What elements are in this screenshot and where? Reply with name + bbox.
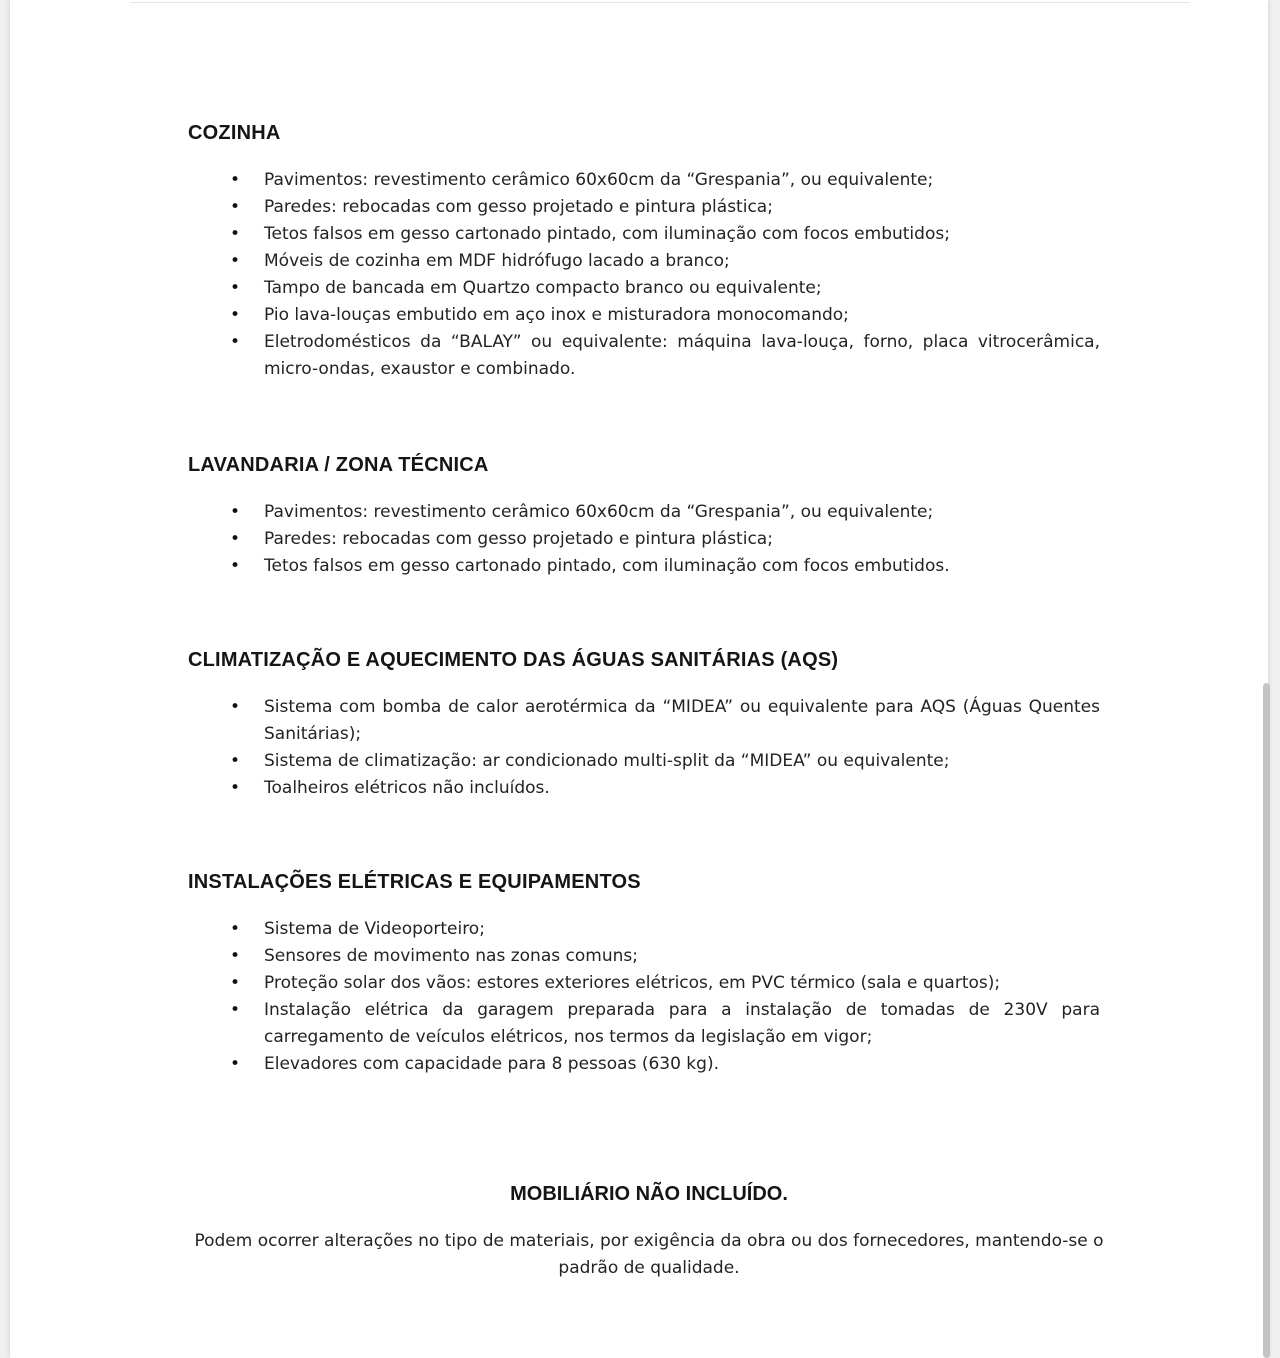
list-item-text: Pio lava-louças embutido em aço inox e misturadora monocomando; <box>264 305 849 325</box>
section-title: COZINHA <box>188 122 281 144</box>
bullet-icon: • <box>230 502 241 522</box>
bullet-icon: • <box>230 556 241 576</box>
list-item-text: Paredes: rebocadas com gesso projetado e pintura plástica; <box>264 197 773 217</box>
list-item <box>188 526 1100 553</box>
bullet-icon: • <box>230 197 241 217</box>
list-item-text: Paredes: rebocadas com gesso projetado e pintura plástica; <box>264 529 773 549</box>
document-page <box>10 0 1268 1358</box>
section-cozinha <box>188 119 1100 383</box>
list-item-text: Pavimentos: revestimento cerâmico 60x60cm da “Grespania”, ou equivalente; <box>264 502 934 522</box>
section-title: LAVANDARIA / ZONA TÉCNICA <box>188 454 489 476</box>
list-item <box>188 694 1100 748</box>
section-title: CLIMATIZAÇÃO E AQUECIMENTO DAS ÁGUAS SANITÁRIAS (AQS) <box>188 649 839 671</box>
list-item-text: Sistema de climatização: ar condicionado multi-split da “MIDEA” ou equivalente; <box>264 751 950 771</box>
bullet-icon: • <box>230 305 241 325</box>
list-item-text: Tetos falsos em gesso cartonado pintado, com iluminação com focos embutidos. <box>264 556 950 576</box>
footer-heading: MOBILIÁRIO NÃO INCLUÍDO. <box>510 1183 788 1205</box>
bullet-icon: • <box>230 529 241 549</box>
list-item <box>188 997 1100 1051</box>
bullet-list <box>188 499 1100 580</box>
bullet-icon: • <box>230 973 241 993</box>
list-item <box>188 275 1100 302</box>
bullet-icon: • <box>230 224 241 244</box>
list-item <box>188 302 1100 329</box>
list-item <box>188 916 1100 943</box>
list-item-text: Sistema de Videoporteiro; <box>264 919 485 939</box>
list-item <box>188 221 1100 248</box>
list-item <box>188 775 1100 802</box>
section-climatizacao <box>188 646 1100 802</box>
list-item-text: Tampo de bancada em Quartzo compacto branco ou equivalente; <box>264 278 822 298</box>
section-title: INSTALAÇÕES ELÉTRICAS E EQUIPAMENTOS <box>188 871 641 893</box>
list-item <box>188 553 1100 580</box>
bullet-icon: • <box>230 1054 241 1074</box>
list-item <box>188 1051 1100 1078</box>
footer-note: Podem ocorrer alterações no tipo de materiais, por exigência da obra ou dos fornecedores, mantendo-se o padrão de qualidade. <box>194 1231 1104 1278</box>
bullet-icon: • <box>230 778 241 798</box>
bullet-icon: • <box>230 332 241 352</box>
list-item <box>188 970 1100 997</box>
list-item-text: Elevadores com capacidade para 8 pessoas (630 kg). <box>264 1054 719 1074</box>
section-lavandaria <box>188 451 1100 580</box>
list-item <box>188 329 1100 383</box>
bullet-list <box>188 694 1100 802</box>
list-item <box>188 167 1100 194</box>
list-item-text: Tetos falsos em gesso cartonado pintado, com iluminação com focos embutidos; <box>264 224 950 244</box>
list-item-text: Sistema com bomba de calor aerotérmica da “MIDEA” ou equivalente para AQS (Águas Quentes Sanitárias); <box>264 697 1100 744</box>
document-body <box>188 119 1100 1078</box>
bullet-icon: • <box>230 170 241 190</box>
list-item-text: Instalação elétrica da garagem preparada para a instalação de tomadas de 230V para carregamento de veículos elétricos, nos termos da legislação em vigor; <box>264 1000 1100 1047</box>
list-item-text: Proteção solar dos vãos: estores exteriores elétricos, em PVC térmico (sala e quartos); <box>264 973 1001 993</box>
bullet-icon: • <box>230 946 241 966</box>
list-item <box>188 499 1100 526</box>
bullet-icon: • <box>230 919 241 939</box>
bullet-icon: • <box>230 1000 241 1020</box>
document-footer <box>188 1180 1110 1282</box>
list-item-text: Pavimentos: revestimento cerâmico 60x60cm da “Grespania”, ou equivalente; <box>264 170 934 190</box>
list-item-text: Sensores de movimento nas zonas comuns; <box>264 946 638 966</box>
section-instalacoes-eletricas <box>188 868 1100 1078</box>
page-top-divider <box>130 2 1190 3</box>
list-item <box>188 748 1100 775</box>
list-item-text: Eletrodomésticos da “BALAY” ou equivalente: máquina lava-louça, forno, placa vitrocerâmica, micro-ondas, exaustor e combinado. <box>264 332 1100 379</box>
vertical-scrollbar[interactable] <box>1263 683 1270 1358</box>
bullet-icon: • <box>230 751 241 771</box>
bullet-list <box>188 916 1100 1078</box>
bullet-icon: • <box>230 697 241 717</box>
bullet-icon: • <box>230 251 241 271</box>
list-item <box>188 194 1100 221</box>
bullet-icon: • <box>230 278 241 298</box>
bullet-list <box>188 167 1100 383</box>
list-item-text: Toalheiros elétricos não incluídos. <box>264 778 550 798</box>
list-item-text: Móveis de cozinha em MDF hidrófugo lacado a branco; <box>264 251 730 271</box>
list-item <box>188 248 1100 275</box>
list-item <box>188 943 1100 970</box>
